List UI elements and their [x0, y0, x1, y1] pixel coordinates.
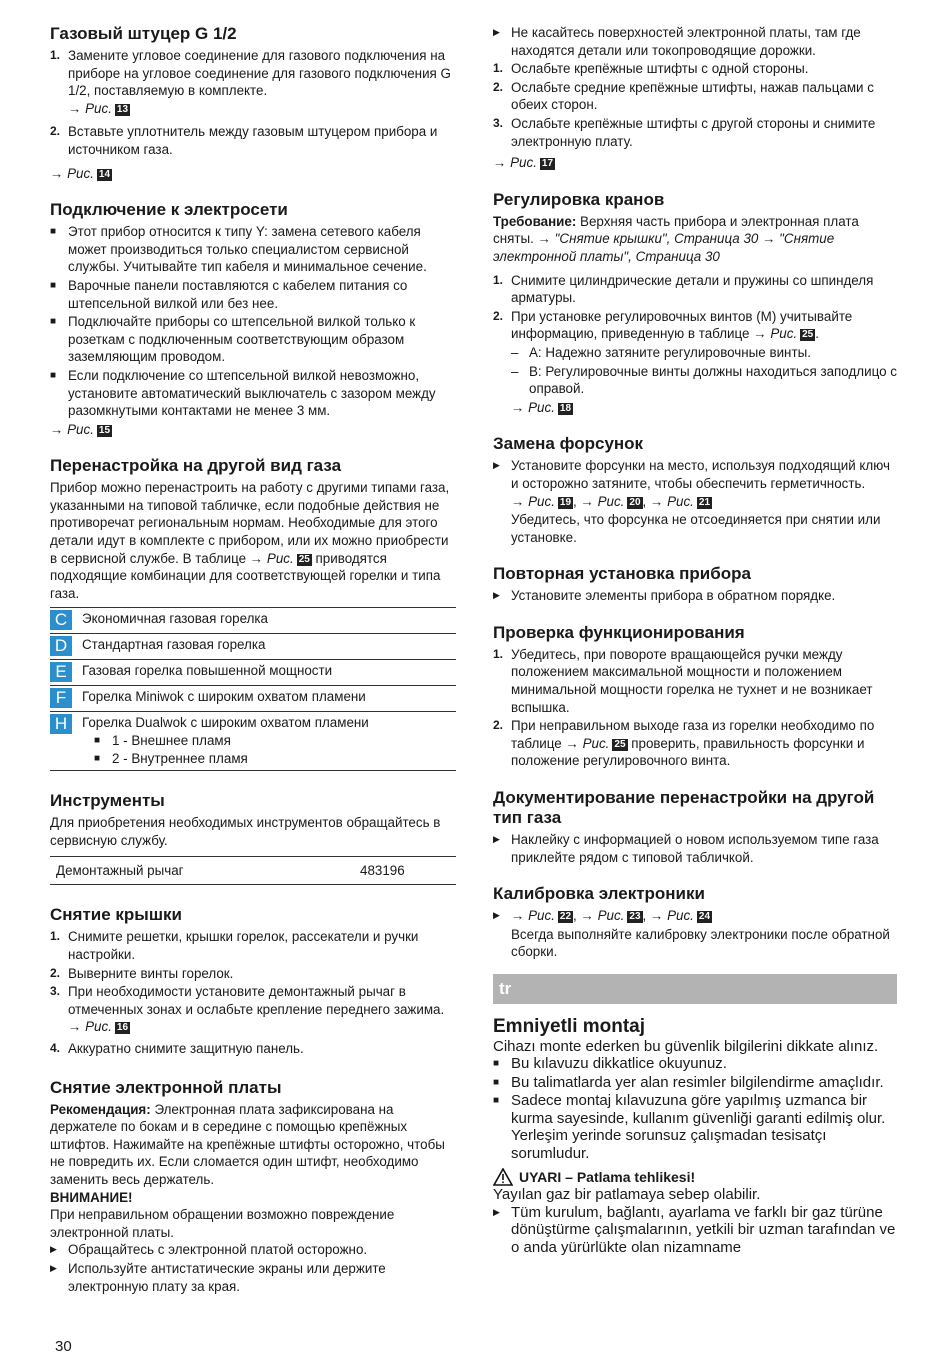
- figure-ref: Рис.: [528, 399, 555, 415]
- step-number: 3.: [493, 115, 504, 130]
- bullet-item: [50, 1260, 456, 1295]
- figure-number: 22: [559, 911, 572, 923]
- section-title: Регулировка кранов: [493, 189, 665, 209]
- section-tools: [50, 791, 456, 885]
- step-body: Ослабьте крепёжные штифты с одной стороны.: [511, 61, 809, 77]
- section-title: Подключение к электросети: [50, 200, 288, 220]
- section-title: Замена форсунок: [493, 434, 644, 454]
- step-body: При необходимости установите демонтажный рычаг в отмеченных зонах и ослабьте крепление переднего зажима.: [68, 984, 445, 1017]
- burner-letter-cell: [50, 712, 72, 771]
- square-bullet-icon: ■: [50, 279, 57, 291]
- bullet-text: Если подключение со штепсельной вилкой невозможно, установите автоматический выключатель с зазором между разомкнутыми контактами не менее 3 мм.: [68, 367, 436, 419]
- section-title: Снятие электронной платы: [50, 1077, 282, 1097]
- note-text: Всегда выполняйте калибровку электроники после обратной сборки.: [511, 926, 890, 960]
- burner-letter: H: [50, 714, 72, 734]
- figure-ref: Рис.: [597, 908, 625, 924]
- square-bullet-icon: ■: [94, 735, 101, 747]
- step-number: 1.: [493, 646, 504, 661]
- sub-bullet: [82, 732, 456, 750]
- section-title: Перенастройка на другой вид газа: [50, 456, 342, 476]
- step-number: 2.: [493, 308, 504, 323]
- figure-line: → Рис. 18: [511, 399, 572, 415]
- figure-ref: Рис.: [67, 421, 94, 437]
- attention-label: ВНИМАНИЕ!: [50, 1189, 133, 1205]
- bullet-text: Наклейку с информацией о новом используемом типе газа приклейте рядом с типовой табличкой.: [511, 832, 879, 865]
- dash-item: [493, 344, 899, 362]
- requirement: [493, 213, 899, 266]
- figure-number: 13: [116, 103, 129, 115]
- sub-bullet-text: 2 - Внутреннее пламя: [112, 750, 248, 766]
- bullet-item: [50, 1241, 456, 1259]
- step-number: 1.: [493, 61, 504, 76]
- figure-ref: Рис.: [266, 550, 294, 566]
- burner-letter: D: [50, 636, 72, 656]
- section-calibration: [493, 884, 899, 961]
- triangle-bullet-icon: ▶: [493, 910, 500, 921]
- bullet-item: [50, 223, 456, 276]
- square-bullet-icon: ■: [94, 752, 101, 764]
- section-title: Emniyetli montaj: [493, 1015, 646, 1037]
- dash-text: B: Регулировочные винты должны находиться заподлицо с оправой.: [529, 363, 897, 397]
- section-title: Повторная установка прибора: [493, 564, 751, 584]
- bullet-text: Не касайтесь поверхностей электронной платы, там где находятся детали или токопроводящие дорожки.: [511, 25, 861, 58]
- figure-ref: Рис.: [85, 1019, 112, 1035]
- section-title: Калибровка электроники: [493, 884, 705, 904]
- step-body: Убедитесь, при повороте вращающейся ручки между положением максимальной мощности и положением минимальной мощности горелка не тухнет и не возникает вспышка.: [511, 646, 873, 715]
- bullet-item: [493, 1092, 899, 1162]
- figure-number: 14: [98, 168, 111, 180]
- step-text: При установке регулировочных винтов (M) учитывайте информацию, приведенную в таблице → Рис. 25 .: [511, 308, 853, 342]
- triangle-bullet-icon: ▶: [493, 834, 500, 844]
- figure-number: 20: [629, 497, 641, 509]
- recommendation: [50, 1101, 456, 1189]
- triangle-bullet-icon: ▶: [493, 590, 500, 601]
- square-bullet-icon: ■: [50, 316, 57, 328]
- figure-ref: Рис.: [510, 155, 537, 171]
- figure-line: → Рис. 17: [493, 155, 554, 171]
- warning-text: Yayılan gaz bir patlamaya sebep olabilir.: [493, 1186, 761, 1204]
- section-title: Документирование перенастройки на другой тип газа: [493, 788, 875, 827]
- section-documentation: [493, 788, 899, 866]
- figure-number: 18: [559, 402, 572, 414]
- burner-description: Газовая горелка повышенной мощности: [72, 660, 456, 686]
- burner-letter: E: [50, 662, 72, 682]
- figure-ref: Рис.: [85, 100, 112, 116]
- section-title: Газовый штуцер G 1/2: [50, 24, 237, 43]
- bullet-item: [493, 1074, 899, 1092]
- table-row: [50, 634, 456, 660]
- step-number: 1.: [493, 272, 504, 287]
- bullet-item: [493, 1204, 899, 1257]
- step-number: 2.: [50, 124, 61, 139]
- warning-icon: [493, 1168, 513, 1186]
- warning-heading: [493, 1168, 899, 1186]
- step-number: 1.: [50, 48, 61, 62]
- dash-text: A: Надежно затяните регулировочные винты.: [529, 344, 811, 360]
- step: [493, 79, 899, 114]
- dash-item: [493, 363, 899, 398]
- figure-number: 17: [541, 158, 554, 170]
- step: [493, 308, 899, 343]
- bullet-text: Установите форсунки на место, используя подходящий ключ и осторожно затяните, чтобы обеспечить герметичность.: [511, 458, 890, 491]
- section-title: Проверка функционирования: [493, 622, 745, 642]
- requirement-text: Верхняя часть прибора и электронная плата сняты.: [493, 213, 859, 247]
- step: [50, 123, 456, 158]
- figure-line: → Рис. 19 , → Рис. 20 , → Рис. 21: [511, 494, 711, 510]
- square-bullet-icon: ■: [50, 226, 57, 238]
- bullet-text: Установите элементы прибора в обратном порядке.: [511, 588, 836, 604]
- figure-number: 25: [298, 553, 310, 565]
- triangle-bullet-icon: ▶: [493, 27, 500, 37]
- bullet-item: [493, 457, 899, 492]
- step: [493, 717, 899, 770]
- step-number: 1.: [50, 929, 61, 944]
- figure-number: 16: [116, 1022, 129, 1034]
- dash-icon: –: [511, 344, 519, 360]
- bullet-text: Sadece montaj kılavuzuna göre yapılmış uzmanca bir kurma sayesinde, kullanım güvenliği garanti edilmiş olur. Yerleşim yerinde sorunsuz çalışmadan tesisatçı sorumludur.: [511, 1092, 886, 1162]
- burner-table: [50, 607, 456, 771]
- square-bullet-icon: ■: [50, 369, 57, 381]
- bullet-text: Этот прибор относится к типу Y: замена сетевого кабеля может производиться только специалистом сервисной службы. Учитывайте тип кабеля и минимальное сечение.: [68, 224, 427, 275]
- burner-description: Стандартная газовая горелка: [72, 634, 456, 660]
- tool-code: 483196: [354, 857, 456, 885]
- burner-letter-cell: [50, 686, 72, 712]
- bullet-item: [493, 1055, 899, 1073]
- note-text: Убедитесь, что форсунка не отсоединяется при снятии или установке.: [511, 512, 881, 545]
- section-taps: [493, 190, 899, 417]
- step: [493, 115, 899, 150]
- sub-bullet-text: 1 - Внешнее пламя: [112, 733, 231, 749]
- section-gas-fitting: [50, 24, 456, 182]
- bullet-text: Подключайте приборы со штепсельной вилкой только к розеткам с подключенным соответствующим образом заземляющим проводом.: [68, 314, 416, 365]
- table-row: [50, 712, 456, 771]
- figure-ref: Рис.: [597, 494, 625, 510]
- section-cover: [50, 905, 456, 1057]
- table-row: [50, 857, 456, 885]
- attention-text: При неправильном обращении возможно повреждение электронной платы.: [50, 1207, 395, 1240]
- paragraph-text: Прибор можно перенастроить на работу с другими типами газа, указанными на типовой табличке, если подобные действия не противоречат региональным нормам. Необходимые для этого детали идут в комплекте с прибором, или их можно приобрести в сервисной службе. В таблице: [50, 480, 450, 566]
- bullet-item: [50, 277, 456, 312]
- warning-label: UYARI – Patlama tehlikesi!: [519, 1169, 696, 1186]
- burner-description: [72, 712, 456, 771]
- step: [50, 983, 456, 1036]
- figure-line: → Рис. 22 , → Рис. 23 , → Рис. 24: [511, 908, 711, 924]
- table-row: [50, 608, 456, 634]
- bullet-item: [493, 831, 899, 866]
- step-body: При установке регулировочных винтов (M) учитывайте информацию, приведенную в таблице: [511, 308, 853, 342]
- tools-table: [50, 856, 456, 885]
- step-body: Замените угловое соединение для газового подключения на приборе на угловое соединение для газового подключения G 1/2, поставляемую в комплекте.: [68, 48, 451, 99]
- triangle-bullet-icon: ▶: [50, 1262, 57, 1273]
- bullet-item: [50, 313, 456, 366]
- dash-icon: –: [511, 363, 519, 379]
- page-ref: → "Снятие крышки", Страница 30 → "Снятие электронной платы", Страница 30: [493, 231, 835, 264]
- step-number: 3.: [50, 984, 61, 999]
- step-body: Ослабьте крепёжные штифты с другой стороны и снимите электронную плату.: [511, 115, 876, 149]
- bullet-item: [50, 367, 456, 420]
- figure-ref: Рис.: [667, 494, 694, 510]
- step-body: Ослабьте средние крепёжные штифты, нажав пальцами с обеих сторон.: [511, 79, 874, 113]
- table-row: [50, 686, 456, 712]
- figure-number: 15: [98, 424, 111, 436]
- figure-number: 25: [802, 329, 814, 341]
- burner-letter: C: [50, 610, 72, 630]
- step-number: 2.: [493, 718, 504, 733]
- step-body: Выверните винты горелок.: [68, 965, 234, 981]
- step: [493, 646, 899, 716]
- step: [493, 272, 899, 307]
- step-number: 2.: [50, 965, 61, 980]
- figure-ref: Рис.: [528, 494, 555, 510]
- recommendation-text: Электронная плата зафиксирована на держателе по бокам и в середине с помощью крепёжных штифтов. Нажимайте на крепёжные штифты осторожно, чтобы не повредить их. Если сломается один штифт, необходимо заменить весь держатель.: [50, 1101, 445, 1187]
- step-body: Снимите цилиндрические детали и пружины со шпинделя арматуры.: [511, 272, 874, 306]
- step-body: проверить, правильность форсунки и положение регулировочного винта.: [511, 735, 865, 769]
- section-turkish: [493, 1016, 899, 1257]
- step: [50, 47, 456, 117]
- step-body: Вставьте уплотнитель между газовым штуцером прибора и источником газа.: [68, 124, 438, 157]
- bullet-item: [493, 587, 899, 605]
- figure-ref: Рис.: [528, 908, 555, 924]
- triangle-bullet-icon: ▶: [493, 1206, 500, 1217]
- burner-description-text: Горелка Dualwok с широким охватом пламени: [82, 715, 369, 731]
- left-column: [50, 24, 456, 1308]
- step-number: 4.: [50, 1040, 61, 1055]
- square-bullet-icon: ■: [493, 1076, 500, 1088]
- burner-description: Горелка Miniwok с широким охватом пламени: [72, 686, 456, 712]
- step-body: При неправильном выходе газа из горелки необходимо по таблице: [511, 718, 875, 751]
- section-title: Снятие крышки: [50, 905, 182, 925]
- figure-number: 19: [559, 497, 572, 509]
- tool-name: Демонтажный рычаг: [50, 857, 354, 885]
- figure-number: 24: [698, 911, 711, 923]
- paragraph-text: приводятся подходящие комбинации для соответствующей горелки и типа газа.: [50, 550, 441, 601]
- page-number: 30: [55, 1338, 72, 1355]
- figure-ref: Рис.: [667, 908, 694, 924]
- burner-letter-cell: [50, 608, 72, 634]
- table-row: [50, 660, 456, 686]
- figure-ref: Рис.: [770, 326, 798, 342]
- figure-number: 25: [614, 738, 626, 750]
- burner-description: Экономичная газовая горелка: [72, 608, 456, 634]
- burner-letter-cell: [50, 660, 72, 686]
- paragraph-text: Для приобретения необходимых инструментов обращайтесь в сервисную службу.: [50, 815, 441, 848]
- step: [50, 965, 456, 983]
- language-bar: tr: [493, 974, 897, 1004]
- section-conversion: [50, 456, 456, 771]
- figure-number: 23: [629, 911, 641, 923]
- figure-ref: Рис.: [67, 165, 94, 181]
- bullet-text: Варочные панели поставляются с кабелем питания со штепсельной вилкой или без нее.: [68, 277, 408, 311]
- figure-line: → Рис. 15: [50, 421, 111, 437]
- step: [493, 60, 899, 78]
- requirement-label: Требование:: [493, 213, 577, 229]
- section-title: Инструменты: [50, 791, 165, 811]
- step-body: Снимите решетки, крышки горелок, рассекатели и ручки настройки.: [68, 929, 419, 962]
- triangle-bullet-icon: ▶: [493, 460, 500, 471]
- bullet-item: [493, 24, 899, 59]
- step-text: Замените угловое соединение для газового подключения на приборе на угловое соединение для газового подключения G 1/2, поставляемую в комплекте. → Рис. 13: [68, 48, 451, 116]
- step-number: 2.: [493, 79, 504, 94]
- square-bullet-icon: ■: [493, 1058, 500, 1070]
- paragraph-text: Cihazı monte ederken bu güvenlik bilgilerini dikkate alınız.: [493, 1037, 879, 1055]
- bullet-text: Tüm kurulum, bağlantı, ayarlama ve farklı bir gaz türüne dönüştürme çalışmalarının, yetkili bir uzman tarafından ve o anda yürürlükte olan nizamname: [511, 1203, 896, 1256]
- figure-line: → Рис. 14: [50, 165, 111, 181]
- bullet-text: Используйте антистатические экраны или держите электронную плату за края.: [68, 1260, 386, 1294]
- section-electric: [50, 200, 456, 438]
- bullet-item: [493, 907, 899, 925]
- section-board: [50, 1078, 456, 1296]
- section-nozzles: [493, 434, 899, 546]
- figure-ref: Рис.: [582, 735, 610, 751]
- step-text: При неправильном выходе газа из горелки необходимо по таблице → Рис. 25 проверить, правильность форсунки и положение регулировочного винта.: [511, 718, 875, 769]
- section-check: [493, 623, 899, 770]
- square-bullet-icon: ■: [493, 1095, 500, 1107]
- section-reinstall: [493, 564, 899, 605]
- right-column: [493, 24, 899, 1257]
- conversion-text: Прибор можно перенастроить на работу с другими типами газа, указанными на типовой табличке, если подобные действия не противоречат региональным нормам. Необходимые для этого детали идут в комплекте с прибором, или их можно приобрести в сервисной службе. В таблице → Рис. 25 приводятся подходящие комбинации для соответствующей горелки и типа газа.: [50, 480, 450, 601]
- section-board-continued: [493, 24, 899, 172]
- figure-number: 21: [698, 497, 711, 509]
- bullet-text: Bu talimatlarda yer alan resimler bilgilendirme amaçlıdır.: [511, 1073, 884, 1091]
- burner-letter: F: [50, 688, 72, 708]
- bullet-text: Обращайтесь с электронной платой осторожно.: [68, 1242, 368, 1258]
- step-text: При необходимости установите демонтажный рычаг в отмеченных зонах и ослабьте крепление переднего зажима. → Рис. 16: [68, 984, 445, 1035]
- sub-bullet: [82, 750, 456, 768]
- burner-letter-cell: [50, 634, 72, 660]
- bullet-text: Bu kılavuzu dikkatlice okuyunuz.: [511, 1055, 727, 1073]
- triangle-bullet-icon: ▶: [50, 1244, 57, 1255]
- step-body: Аккуратно снимите защитную панель.: [68, 1040, 304, 1056]
- step: [50, 928, 456, 963]
- recommendation-label: Рекомендация:: [50, 1101, 151, 1117]
- step: [50, 1040, 456, 1058]
